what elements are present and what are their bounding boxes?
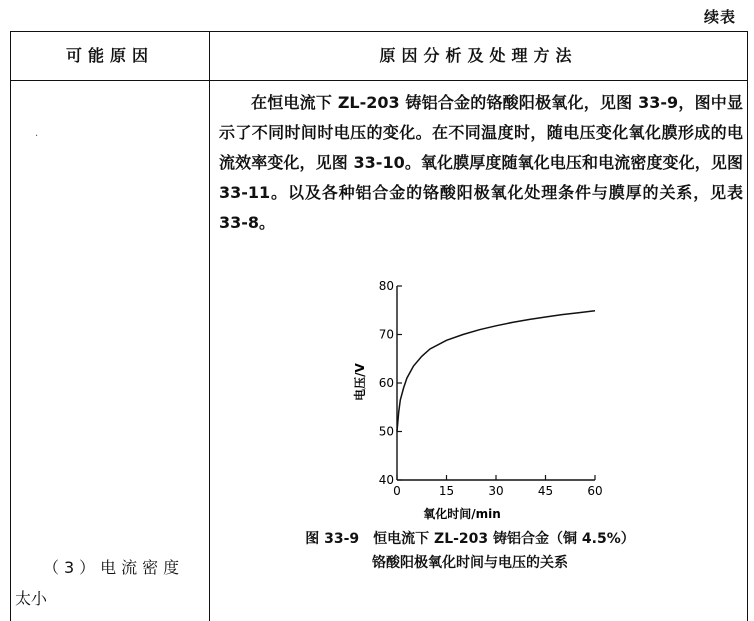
x-tick-label: 45	[537, 484, 554, 498]
analysis-paragraph	[219, 88, 743, 238]
y-tick-label: 40	[378, 473, 394, 487]
chart-ticks	[379, 279, 603, 498]
header-possible-cause: 可能原因	[65, 46, 154, 65]
y-axis-label: 电压/V	[353, 363, 367, 401]
x-tick-label: 15	[438, 484, 455, 498]
table-header	[11, 32, 747, 81]
x-tick-label: 30	[488, 484, 504, 498]
header-analysis-method: 原因分析及处理方法	[379, 46, 578, 65]
cause-label-continued: 太小	[15, 589, 48, 608]
chart-series	[397, 311, 595, 432]
figure-caption: 图 33-9 恒电流下 ZL-203 铸铝合金（铜 4.5%）	[305, 531, 635, 547]
analysis-text: 在恒电流下 ZL-203 铸铝合金的铬酸阳极氧化，见图 33-9，图中显示了不同时间时电压的变化。在不同温度时，随电压变化氧化膜形成的电流效率变化，见图 33-10。氧化膜厚度随氧化电压和电流密度变化，见图 33-11。以及各种铝合金的铬酸阳极氧化处理条件与膜厚的关系，见表 33-8。	[219, 93, 743, 232]
voltage-curve	[397, 311, 595, 432]
continued-table-label: 续表	[703, 8, 736, 26]
x-tick-label: 60	[587, 484, 603, 498]
voltage-time-chart	[330, 268, 620, 528]
y-tick-label: 60	[378, 376, 394, 390]
x-axis-label: 氧化时间/min	[423, 507, 501, 521]
x-tick-label: 0	[393, 484, 401, 498]
stray-mark: ·	[35, 131, 39, 142]
cause-label: （3）电流密度	[43, 558, 185, 577]
y-tick-label: 80	[378, 279, 394, 293]
chart-axes	[397, 286, 595, 480]
y-tick-label: 70	[378, 327, 394, 342]
figure-caption-line2: 铬酸阳极氧化时间与电压的关系	[372, 555, 568, 571]
cause-cell	[15, 552, 203, 614]
y-tick-label: 50	[378, 424, 394, 439]
